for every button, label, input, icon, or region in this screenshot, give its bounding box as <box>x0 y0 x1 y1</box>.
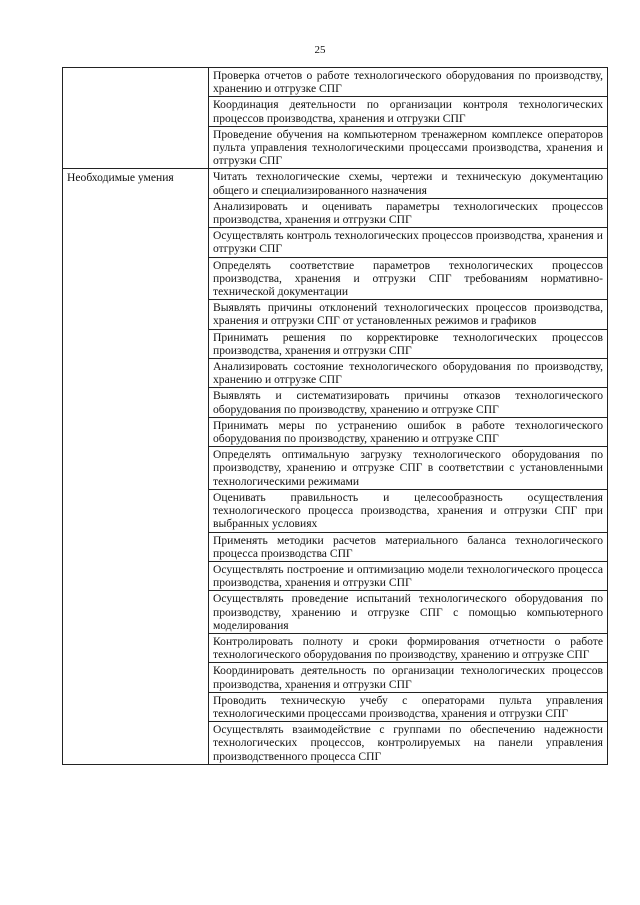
table-cell-description: Контролировать полноту и сроки формирования отчетности о работе технологического оборудования по производству, хранению и отгрузке СПГ <box>209 633 608 662</box>
requirements-table <box>62 67 608 765</box>
table-cell-description: Осуществлять контроль технологических процессов производства, хранения и отгрузки СПГ <box>209 228 608 257</box>
continued-section-label <box>63 68 209 169</box>
required-skills-section-label: Необходимые умения <box>63 169 209 764</box>
table-cell-description: Проверка отчетов о работе технологического оборудования по производству, хранению и отгрузке СПГ <box>209 68 608 97</box>
table-cell-description: Выявлять причины отклонений технологических процессов производства, хранения и отгрузки СПГ от установленных режимов и графиков <box>209 300 608 329</box>
table-cell-description: Проведение обучения на компьютерном тренажерном комплексе операторов пульта управления технологическими процессами производства, хранения и отгрузки СПГ <box>209 126 608 169</box>
table-cell-description: Выявлять и систематизировать причины отказов технологического оборудования по производству, хранению и отгрузке СПГ <box>209 388 608 417</box>
table-cell-description: Координировать деятельность по организации технологических процессов производства, хранения и отгрузки СПГ <box>209 663 608 692</box>
table-row <box>63 68 608 97</box>
table-cell-description: Определять оптимальную загрузку технологического оборудования по производству, хранению и отгрузке СПГ в соответствии с установленными технологическими режимами <box>209 447 608 490</box>
table-cell-description: Принимать решения по корректировке технологических процессов производства, хранения и отгрузки СПГ <box>209 329 608 358</box>
table-cell-description: Определять соответствие параметров технологических процессов производства, хранения и отгрузки СПГ требованиям нормативно-технической документации <box>209 257 608 300</box>
table-cell-description: Оценивать правильность и целесообразность осуществления технологического процесса производства, хранения и отгрузки СПГ при выбранных условиях <box>209 489 608 532</box>
table-row <box>63 169 608 198</box>
table-cell-description: Осуществлять взаимодействие с группами по обеспечению надежности технологических процессов, контролируемых на панели управления производственного процесса СПГ <box>209 722 608 765</box>
table-cell-description: Координация деятельности по организации контроля технологических процессов производства, хранения и отгрузки СПГ <box>209 97 608 126</box>
table-cell-description: Проводить техническую учебу с операторами пульта управления технологическими процессами производства, хранения и отгрузки СПГ <box>209 692 608 721</box>
table-cell-description: Осуществлять построение и оптимизацию модели технологического процесса производства, хранения и отгрузки СПГ <box>209 561 608 590</box>
page-number: 25 <box>314 44 326 56</box>
table-cell-description: Анализировать состояние технологического оборудования по производству, хранению и отгрузке СПГ <box>209 359 608 388</box>
table-cell-description: Анализировать и оценивать параметры технологических процессов производства, хранения и отгрузки СПГ <box>209 198 608 227</box>
table-cell-description: Применять методики расчетов материального баланса технологического процесса производства СПГ <box>209 532 608 561</box>
table-cell-description: Осуществлять проведение испытаний технологического оборудования по производству, хранению и отгрузке СПГ с помощью компьютерного моделирования <box>209 591 608 634</box>
table-cell-description: Читать технологические схемы, чертежи и техническую документацию общего и специализированного назначения <box>209 169 608 198</box>
table-cell-description: Принимать меры по устранению ошибок в работе технологического оборудования по производству, хранению и отгрузке СПГ <box>209 417 608 446</box>
